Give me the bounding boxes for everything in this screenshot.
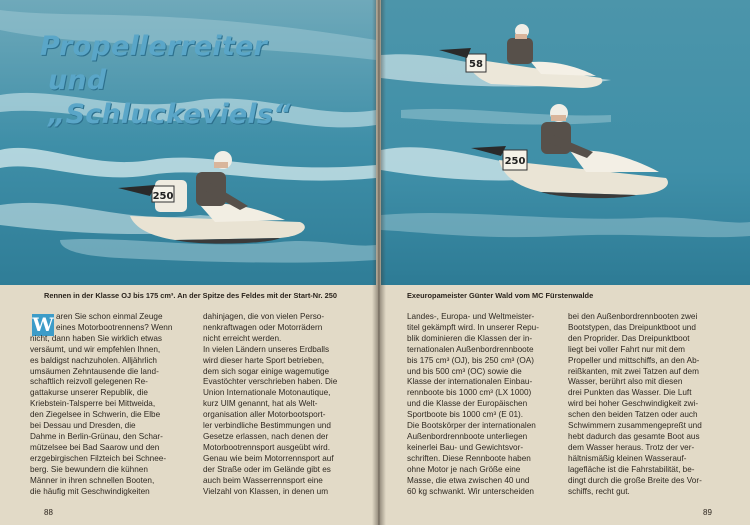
text-line: schriften. Diese Rennboote haben: [407, 453, 531, 463]
text-line: Dahme in Berlin-Grünau, den Schar-: [30, 431, 163, 441]
text-line: versäumt, und wir empfehlen Ihnen,: [30, 344, 161, 354]
page-number-right: 89: [703, 508, 712, 517]
right-top-boat-number: 58: [469, 59, 483, 70]
text-line: dem Wasser heraus. Trotz der ver-: [568, 442, 695, 452]
text-line: Gesetze erlassen, nach denen der: [203, 431, 329, 441]
text-line: den Ziegelsee in Schwerin, die Elbe: [30, 410, 161, 420]
text-line: lagefläche ist die Fahrstabilität, be-: [568, 464, 695, 474]
text-line: wird dieser harte Sport betrieben,: [203, 355, 325, 365]
text-line: Vielzahl von Klassen, in denen um: [203, 486, 329, 496]
headline-line-1: Propellerreiter: [40, 31, 268, 62]
right-photo-racing-boats: [381, 0, 750, 285]
text-line: und bis 500 cm³ (OC) sowie die: [407, 366, 522, 376]
text-line: Motorbootrennsport ausgeübt wird.: [203, 442, 330, 452]
text-line: wird bei hoher Geschwindigkeit zwi-: [568, 399, 699, 409]
text-line: umsäumen Zehntausende die land-: [30, 366, 159, 376]
text-line: hebt dadurch das gesamte Boot aus: [568, 431, 700, 441]
text-line: Wasser, berührt also mit diesen: [568, 377, 683, 387]
text-line: organisation aller Motorbootsport-: [203, 410, 326, 420]
text-line: bis 175 cm³ (OJ), bis 250 cm³ (OA): [407, 355, 534, 365]
headline-line-2: und „Schluckeviels“: [48, 65, 291, 130]
text-column-2: [203, 312, 353, 497]
text-line: Kriebstein-Talsperre bei Mittweida,: [30, 399, 156, 409]
text-line: Bootstypen, das Dreipunktboot und: [568, 322, 696, 332]
page-number-left: 88: [44, 508, 53, 517]
text-line: der Straße oder im Gelände gibt es: [203, 464, 331, 474]
text-line: 60 kg schwankt. Wir unterscheiden: [407, 486, 534, 496]
text-line: blik dominieren die Klassen der in-: [407, 333, 533, 343]
right-photo-caption: Exeuropameister Günter Wald vom MC Fürstenwalde: [407, 291, 594, 300]
text-line: die häufig mit Geschwindigkeiten: [30, 486, 150, 496]
text-column-1: [30, 312, 180, 497]
text-line: Genau wie beim Motorrennsport auf: [203, 453, 334, 463]
text-line: es baldigst nachzuholen. Alljährlich: [30, 355, 157, 365]
text-line: rennboote bis 1000 cm³ (LX 1000): [407, 388, 532, 398]
text-line: Außenbordrennboote unterliegen: [407, 431, 528, 441]
text-line: erzgebirgischen Filzteich bei Schnee-: [30, 453, 167, 463]
text-line: schaftlich reizvoll gelegenen Re-: [30, 377, 148, 387]
text-line: Evastöchter verschrieben haben. Die: [203, 377, 338, 387]
text-line: liegt bei voller Fahrt nur mit dem: [568, 344, 685, 354]
text-line: Propeller und mittschiffs, an den Ab-: [568, 355, 700, 365]
text-line: schiffs, recht gut.: [568, 486, 630, 496]
book-gutter: [372, 0, 386, 525]
text-line: kurz UIM genannt, hat als Welt-: [203, 399, 318, 409]
text-line: Klasse der internationalen Einbau-: [407, 377, 533, 387]
text-line: reißkanten, mit zwei Tatzen auf dem: [568, 366, 699, 376]
text-line: nicht, dann haben Sie wirklich etwas: [30, 333, 162, 343]
text-column-4: [568, 312, 716, 497]
text-line: gattakurse unserer Republik, die: [30, 388, 148, 398]
text-line: In vielen Ländern unseres Erdballs: [203, 344, 330, 354]
text-line: Schwimmern zusammengepreßt und: [568, 421, 702, 431]
right-photo-image: [381, 0, 750, 285]
text-line: drei Punkten das Wasser. Die Luft: [568, 388, 692, 398]
right-bottom-boat-number: 250: [504, 156, 526, 167]
text-line: dahinjagen, die von vielen Perso-: [203, 312, 325, 321]
left-photo-caption: Rennen in der Klasse OJ bis 175 cm³. An der Spitze des Feldes mit der Start-Nr. 250: [44, 291, 337, 300]
text-line: titel gekämpft wird. In unserer Repu-: [407, 322, 539, 332]
text-line: den Proprider. Das Dreipunktboot: [568, 333, 690, 343]
text-line: Sportboote bis 1000 cm³ (E 01).: [407, 410, 524, 420]
left-photo-racing-boat: [0, 0, 376, 285]
article-headline: [40, 30, 340, 132]
text-line: nenkraftwagen oder Motorrädern: [203, 322, 323, 332]
text-line: Die Bootskörper der internationalen: [407, 421, 536, 431]
text-line: ler verbindliche Bestimmungen und: [203, 421, 331, 431]
text-line: hältnismäßig kleinen Wasserauf-: [568, 453, 687, 463]
text-line: ohne Motor je nach Größe eine: [407, 464, 521, 474]
text-line: Masse, die etwa zwischen 40 und: [407, 475, 530, 485]
drop-cap-letter: W: [32, 314, 54, 336]
text-column-3: [407, 312, 553, 497]
left-boat-number: 250: [152, 191, 174, 202]
text-line: bei Dessau und Dresden, die: [30, 421, 136, 431]
text-line: berg. Sie bewundern die kühnen: [30, 464, 148, 474]
text-line: dingt durch die große Breite des Vor-: [568, 475, 702, 485]
text-line: aren Sie schon einmal Zeuge: [56, 312, 163, 321]
text-line: auch beim Wasserrennsport eine: [203, 475, 323, 485]
text-line: keinerlei Bau- und Gewichtsvor-: [407, 442, 524, 452]
text-line: dem sich sogar einige wagemutige: [203, 366, 330, 376]
text-line: und die Klasse der Europäischen: [407, 399, 528, 409]
text-line: schen den beiden Tatzen oder auch: [568, 410, 698, 420]
text-line: ternationalen Außenbordrennboote: [407, 344, 534, 354]
text-line: Männer in ihren schnellen Booten,: [30, 475, 155, 485]
text-line: bei den Außenbordrennbooten zwei: [568, 312, 698, 321]
text-line: Union Internationale Motonautique,: [203, 388, 331, 398]
text-line: Landes-, Europa- und Weltmeister-: [407, 312, 535, 321]
text-line: mützelsee bei Bad Saarow und den: [30, 442, 160, 452]
text-line: nicht erreicht werden.: [203, 333, 282, 343]
text-line: eines Motorbootrennens? Wenn: [56, 322, 173, 332]
